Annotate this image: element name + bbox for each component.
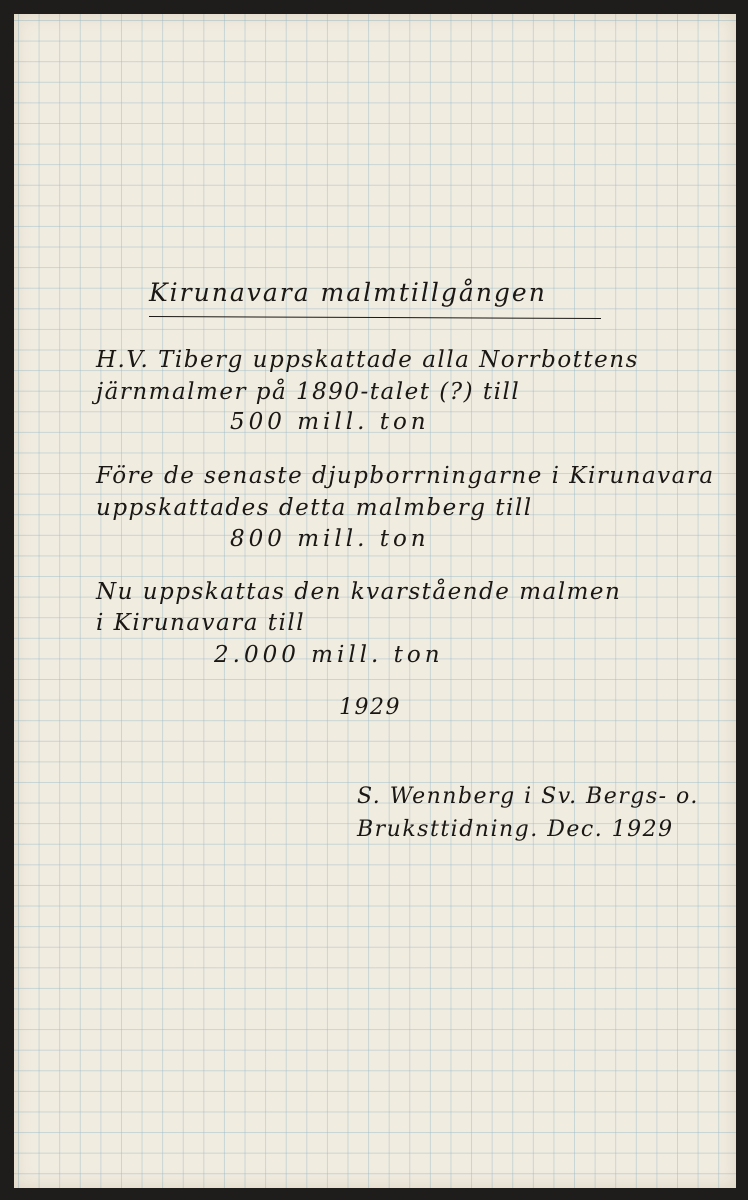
source-line1: S. Wennberg i Sv. Bergs- o. — [357, 784, 699, 809]
year-note: 1929 — [339, 695, 401, 720]
paragraph2-amount: 800 mill. ton — [230, 526, 430, 552]
paragraph1-amount: 500 mill. ton — [230, 409, 430, 435]
paragraph3-line1: Nu uppskattas den kvarstående malmen — [96, 579, 622, 605]
paragraph2-line2: uppskattades detta malmberg till — [96, 495, 533, 521]
paragraph1-line1: H.V. Tiberg uppskattade alla Norrbottens — [96, 347, 639, 373]
document-page — [14, 14, 736, 1188]
source-line2: Bruksttidning. Dec. 1929 — [357, 817, 674, 842]
paragraph3-amount: 2.000 mill. ton — [214, 642, 444, 668]
paragraph1-line2: järnmalmer på 1890-talet (?) till — [96, 379, 521, 405]
document-title: Kirunavara malmtillgången — [149, 278, 547, 307]
paragraph2-line1: Före de senaste djupborrningarne i Kirunavara — [96, 463, 715, 489]
paragraph3-line2: i Kirunavara till — [96, 610, 306, 636]
title-underline — [149, 316, 601, 319]
